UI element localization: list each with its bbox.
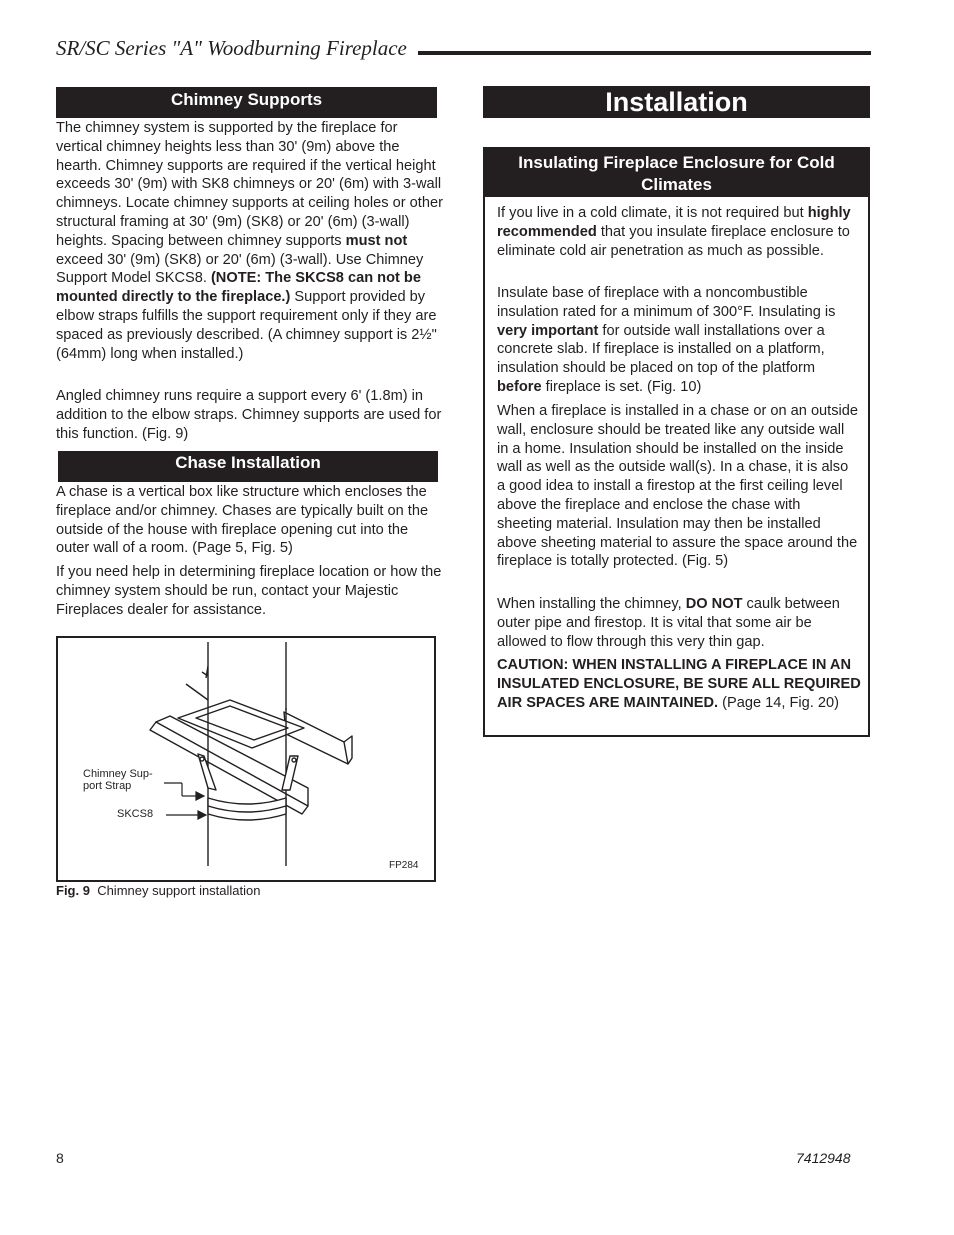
document-number: 7412948 (796, 1150, 851, 1166)
insulating-paragraph-4: When installing the chimney, DO NOT caulk between outer pipe and firestop. It is vital that some air be allowed to flow through this very thin gap. (497, 596, 840, 650)
insulating-enclosure-box (483, 147, 870, 737)
chimney-support-strap-label: Chimney Sup- port Strap (83, 768, 153, 792)
insulating-caution: CAUTION: WHEN INSTALLING A FIREPLACE IN AN INSULATED ENCLOSURE, BE SURE ALL REQUIRED AIR SPACES ARE MAINTAINED. (Page 14, Fig. 20) (497, 657, 861, 711)
insulating-enclosure-heading: Insulating Fireplace Enclosure for Cold Climates (485, 149, 868, 197)
page-number: 8 (56, 1150, 64, 1166)
insulating-paragraph-1: If you live in a cold climate, it is not required but highly recommended that you insulate fireplace enclosure to eliminate cold air penetration as much as possible. (497, 205, 851, 259)
insulating-paragraph-3: When a fireplace is installed in a chase or on an outside wall, enclosure should be treated like any outside wall in a home. Insulation should be installed on the inside wall as well as the outside wall(s). In a chase, it is also a good idea to install a firestop at the first ceiling level above the fireplace and enclose the chase with sheeting material. Insulation may then be installed above sheeting material to assure the space around the fireplace is totally protected. (Fig. 5) (497, 403, 859, 570)
chimney-supports-paragraph-1: The chimney system is supported by the fireplace for vertical chimney heights less than 30' (9m) above the hearth. Chimney supports are required if the vertical height exceeds 30' (9m) with SK8 chimneys or 20' (6m) with 3-wall chimneys. Locate chimney supports at ceiling holes or other structural framing at 30' (9m) (SK8) or 20' (6m) (3-wall) heights. Spacing between chimney supports must not exceed 30' (9m) (SK8) or 20' (6m) (3-wall). Use Chimney Support Model SKCS8. (NOTE: The SKCS8 can not be mounted directly to the fireplace.) Support provided by elbow straps fulfills the support requirement only if they are spaced as previously described. (A chimney support is 2½" (64mm) long when installed.) (56, 120, 443, 362)
header-rule (418, 51, 871, 55)
skcs8-label: SKCS8 (117, 808, 154, 820)
chase-installation-paragraph-1: A chase is a vertical box like structure which encloses the fireplace and/or chimney. Chases are typically built on the outside of the house with fireplace opening cut into the outer wall of a room. (Page 5, Fig. 5) (56, 484, 429, 557)
chase-installation-paragraph-2: If you need help in determining fireplace location or how the chimney system should be run, contact your Majestic Fireplaces dealer for assistance. (56, 564, 442, 618)
chimney-support-illustration (58, 638, 434, 880)
running-header-title: SR/SC Series "A" Woodburning Fireplace (56, 36, 407, 60)
chase-installation-heading: Chase Installation (58, 451, 438, 482)
installation-title: Installation (483, 86, 870, 118)
chimney-supports-paragraph-2: Angled chimney runs require a support every 6' (1.8m) in addition to the elbow straps. Chimney supports are used for this function. (Fig. 9) (56, 388, 442, 442)
chimney-supports-heading: Chimney Supports (56, 87, 437, 118)
figure-9-frame (56, 636, 436, 882)
insulating-paragraph-2: Insulate base of fireplace with a noncombustible insulation rated for a minimum of 300°F. Insulating is very important for outside wall installations over a concrete slab. If fireplace is installed on a platform, insulation should be placed on top of the platform before fireplace is set. (Fig. 10) (497, 285, 836, 395)
figure-9-caption: Fig. 9 Chimney support installation (56, 883, 261, 898)
figure-code: FP284 (389, 860, 419, 871)
